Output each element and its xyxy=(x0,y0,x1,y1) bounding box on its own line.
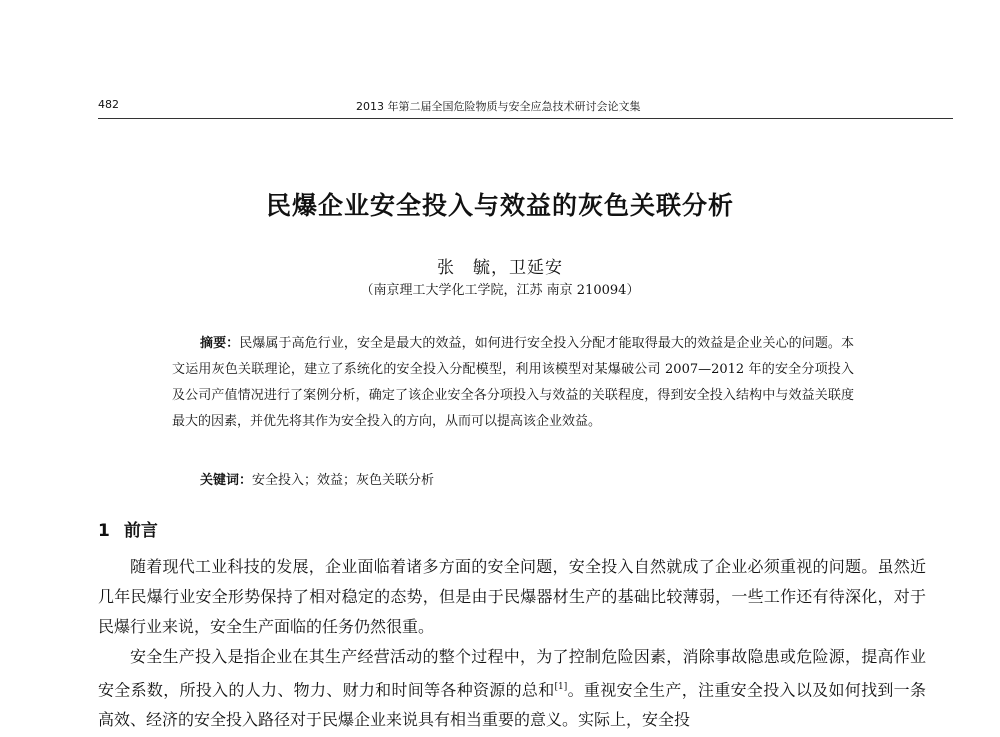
citation-ref: [1] xyxy=(554,682,568,692)
paper-title: 民爆企业安全投入与效益的灰色关联分析 xyxy=(265,191,734,220)
abstract-text: 民爆属于高危行业，安全是最大的效益，如何进行安全投入分配才能取得最大的效益是企业关心的问题。本文运用灰色关联理论，建立了系统化的安全投入分配模型，利用该模型对某爆破公司 2007—2012 年的安全分项投入及公司产值情况进行了案例分析，确定了该企业安全各分项投入与效益的关联程度，得到安全投入结构中与效益关联度最大的因素，并优先将其作为安全投入的方向，从而可以提高该企业效益。 xyxy=(172,336,854,429)
keywords-text: 安全投入；效益；灰色关联分析 xyxy=(252,473,435,488)
running-header xyxy=(98,96,953,119)
paragraph-text: 安全生产投入是指企业在其生产经营活动的整个过程中，为了控制危险因素，消除事故隐患或危险源，提高作业安全系数，所投入的人力、物力、财力和时间等各种资源的总和 xyxy=(98,647,926,700)
section-heading xyxy=(98,516,158,541)
body-text xyxy=(98,552,926,735)
affiliation: （南京理工大学化工学院，江苏 南京 210094） xyxy=(360,283,640,298)
paragraph: 随着现代工业科技的发展，企业面临着诸多方面的安全问题，安全投入自然就成了企业必须重视的问题。虽然近几年民爆行业安全形势保持了相对稳定的态势，但是由于民爆器材生产的基础比较薄弱，一些工作还有待深化，对于民爆行业来说，安全生产面临的任务仍然很重。 xyxy=(98,557,926,636)
abstract-label: 摘要： xyxy=(200,336,240,351)
keywords-label: 关键词： xyxy=(200,473,253,488)
keywords xyxy=(200,469,434,488)
section-title: 前言 xyxy=(123,521,158,541)
abstract xyxy=(172,331,854,435)
section-number: 1 xyxy=(98,521,110,541)
journal-title: 2013 年第二届全国危险物质与安全应急技术研讨会论文集 xyxy=(356,100,641,113)
paragraph-text: 。重视安全生产，注重安全投入以及如何找到一条高效、经济的安全投入路径对于民爆企业来说具有相当重要的意义。实际上，安全投 xyxy=(98,680,926,730)
page-number: 482 xyxy=(98,98,119,111)
paragraph xyxy=(98,642,926,735)
authors: 张 毓，卫延安 xyxy=(437,258,563,278)
